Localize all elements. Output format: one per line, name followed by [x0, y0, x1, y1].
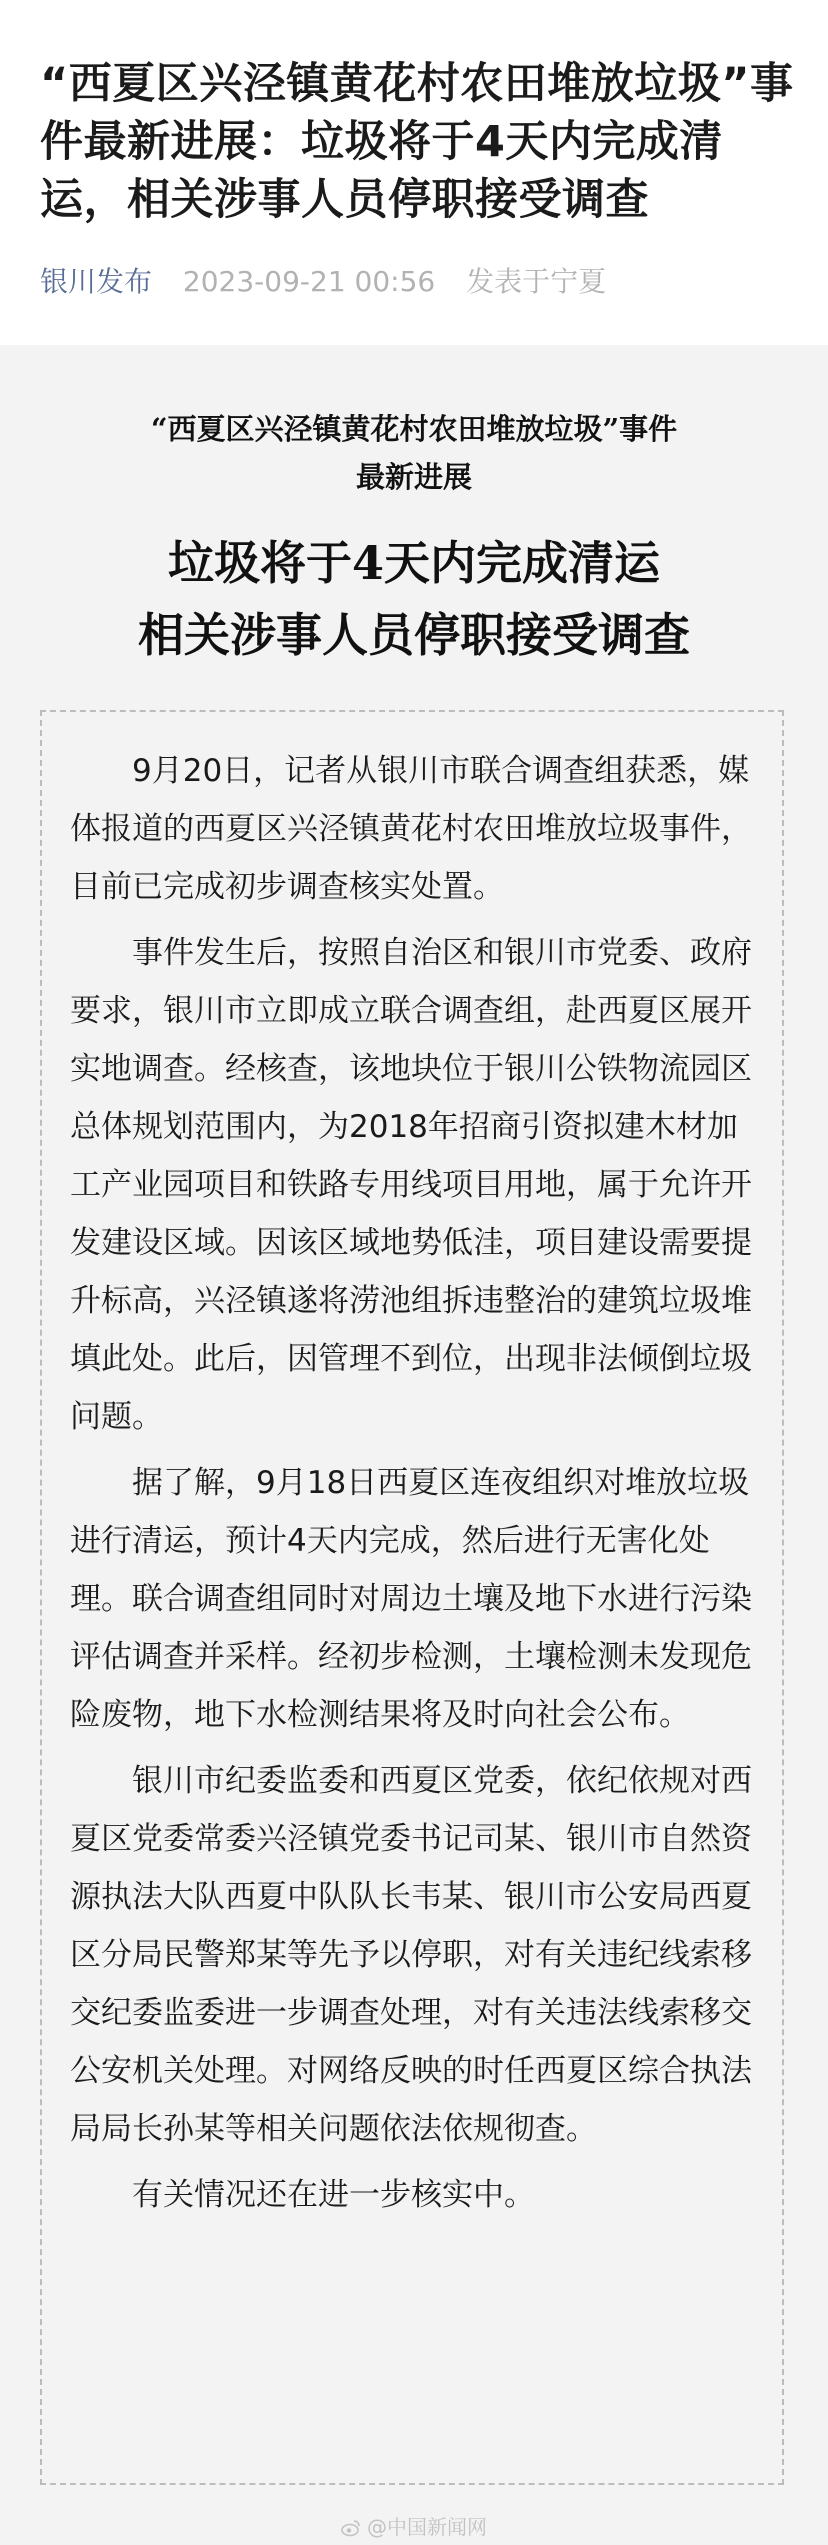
body-paragraph: 事件发生后，按照自治区和银川市党委、政府要求，银川市立即成立联合调查组，赴西夏区展开实地调查。经核查，该地块位于银川公铁物流园区总体规划范围内，为2018年招商引资拟建木材加工产业园项目和铁路专用线项目用地，属于允许开发建设区域。因该区域地势低洼，项目建设需要提升标高，兴泾镇遂将涝池组拆违整治的建筑垃圾堆填此处。此后，因管理不到位，出现非法倾倒垃圾问题。 — [70, 935, 752, 1435]
weibo-icon — [341, 2518, 361, 2538]
publish-location: 发表于宁夏 — [466, 265, 607, 298]
article-meta — [40, 262, 628, 302]
article-title: “西夏区兴泾镇黄花村农田堆放垃圾”事件最新进展：垃圾将于4天内完成清运，相关涉事人员停职接受调查 — [40, 59, 794, 225]
notice-sub-headline — [0, 405, 828, 501]
publish-datetime: 2023-09-21 00:56 — [182, 265, 436, 298]
notice-headline-line1: 垃圾将于4天内完成清运 — [167, 536, 660, 590]
body-paragraph: 9月20日，记者从银川市联合调查组获悉，媒体报道的西夏区兴泾镇黄花村农田堆放垃圾事件，目前已完成初步调查核实处置。 — [70, 753, 752, 905]
notice-headline-line2: 相关涉事人员停职接受调查 — [138, 608, 690, 662]
watermark-text: @中国新闻网 — [367, 2515, 487, 2539]
watermark — [0, 2513, 828, 2541]
notice-sub-headline-line1: “西夏区兴泾镇黄花村农田堆放垃圾”事件 — [150, 412, 678, 446]
body-paragraph: 银川市纪委监委和西夏区党委，依纪依规对西夏区党委常委兴泾镇党委书记司某、银川市自然资源执法大队西夏中队队长韦某、银川市公安局西夏区分局民警郑某等先予以停职，对有关违纪线索移交纪委监委进一步调查处理，对有关违法线索移交公安机关处理。对网络反映的时任西夏区综合执法局局长孙某等相关问题依法依规彻查。 — [70, 1763, 752, 2147]
source-link[interactable]: 银川发布 — [40, 265, 153, 298]
body-paragraph: 有关情况还在进一步核实中。 — [132, 2177, 535, 2213]
notice-headline — [0, 527, 828, 671]
notice-sub-headline-line2: 最新进展 — [355, 460, 472, 494]
body-paragraph: 据了解，9月18日西夏区连夜组织对堆放垃圾进行清运，预计4天内完成，然后进行无害化处理。联合调查组同时对周边土壤及地下水进行污染评估调查并采样。经初步检测，土壤检测未发现危险废物，地下水检测结果将及时向社会公布。 — [70, 1465, 752, 1733]
notice-body — [70, 742, 760, 2232]
